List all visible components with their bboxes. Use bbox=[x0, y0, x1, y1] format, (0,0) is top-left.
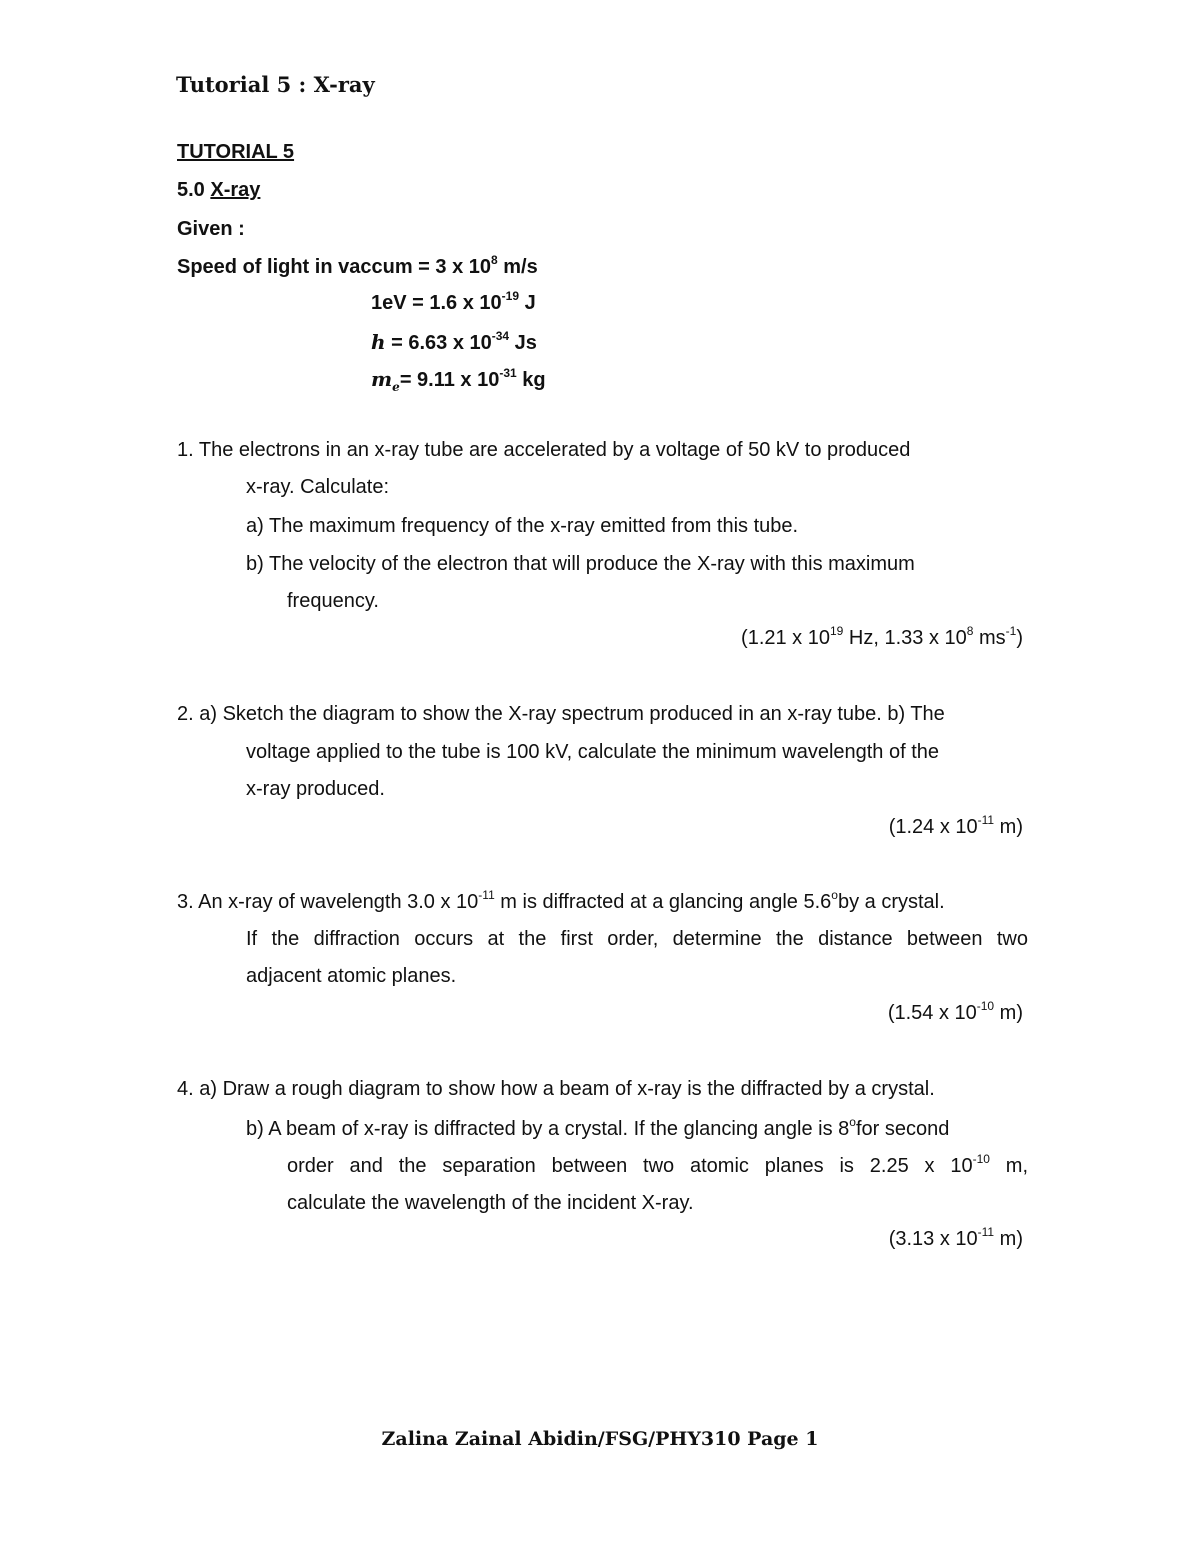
constant-speed-of-light: Speed of light in vaccum = 3 x $10^8$ m/s bbox=[177, 253, 538, 278]
question-2-line-1: 2. a) Sketch the diagram to show the X-ray spectrum produced in an x-ray tube. b) The bbox=[177, 703, 945, 725]
page-footer: Zalina Zainal Abidin/FSG/PHY310 Page 1 bbox=[381, 1428, 819, 1450]
constant-planck: h = 6.63 x $10^{-34}$ Js bbox=[371, 329, 537, 354]
page-header-title: Tutorial 5 : X-ray bbox=[176, 72, 375, 97]
section-title-text: X-ray bbox=[210, 179, 261, 201]
question-1-part-b-line-1: b) The velocity of the electron that will produce the X-ray with this maximum bbox=[246, 553, 915, 575]
tutorial-heading: TUTORIAL 5 bbox=[177, 141, 295, 163]
question-4-part-b-line-1: b) A beam of x-ray is diffracted by a crystal. If the glancing angle is 8$^o$for second bbox=[246, 1115, 950, 1140]
question-4-part-b-line-2: order and the separation between two atomic planes is 2.25 x $10^{-10}$ m, bbox=[287, 1152, 1029, 1177]
question-1-answer: (1.21 x $10^{19}$ Hz, 1.33 x $10^8$ $ms^{-1}$) bbox=[741, 624, 1023, 649]
question-3-line-1: 3. An x-ray of wavelength 3.0 x $10^{-11}$ m is diffracted at a glancing angle 5.6$^o$by a crystal. bbox=[177, 888, 945, 913]
constant-electron-volt: 1eV = 1.6 x $10^{-19}$ J bbox=[371, 289, 536, 314]
question-2-answer: (1.24 x $10^{-11}$ m) bbox=[888, 813, 1023, 838]
question-4-part-b-line-3: calculate the wavelength of the incident X-ray. bbox=[287, 1192, 694, 1214]
question-2-line-2: voltage applied to the tube is 100 kV, calculate the minimum wavelength of the bbox=[246, 741, 940, 763]
section-title bbox=[177, 179, 260, 202]
question-4-answer: (3.13 x $10^{-11}$ m) bbox=[888, 1225, 1023, 1250]
question-1-part-b-line-2: frequency. bbox=[287, 590, 379, 612]
question-1-line-2: x-ray. Calculate: bbox=[246, 476, 390, 498]
question-1-line-1: 1. The electrons in an x-ray tube are accelerated by a voltage of 50 kV to produced bbox=[177, 439, 911, 461]
question-3-line-3: adjacent atomic planes. bbox=[246, 965, 457, 987]
question-1-part-a: a) The maximum frequency of the x-ray emitted from this tube. bbox=[246, 515, 799, 537]
given-label: Given : bbox=[177, 218, 245, 240]
question-4-part-a: 4. a) Draw a rough diagram to show how a beam of x-ray is the diffracted by a crystal. bbox=[177, 1078, 935, 1100]
question-3-line-2: If the diffraction occurs at the first order, determine the distance between two bbox=[246, 928, 1028, 950]
question-2-line-3: x-ray produced. bbox=[246, 778, 385, 800]
question-3-answer: (1.54 x $10^{-10}$ m) bbox=[887, 999, 1023, 1024]
section-number: 5.0 bbox=[177, 179, 205, 201]
constant-electron-mass: $m_e= 9.11$ x $10^{-31}$ kg bbox=[371, 366, 546, 394]
